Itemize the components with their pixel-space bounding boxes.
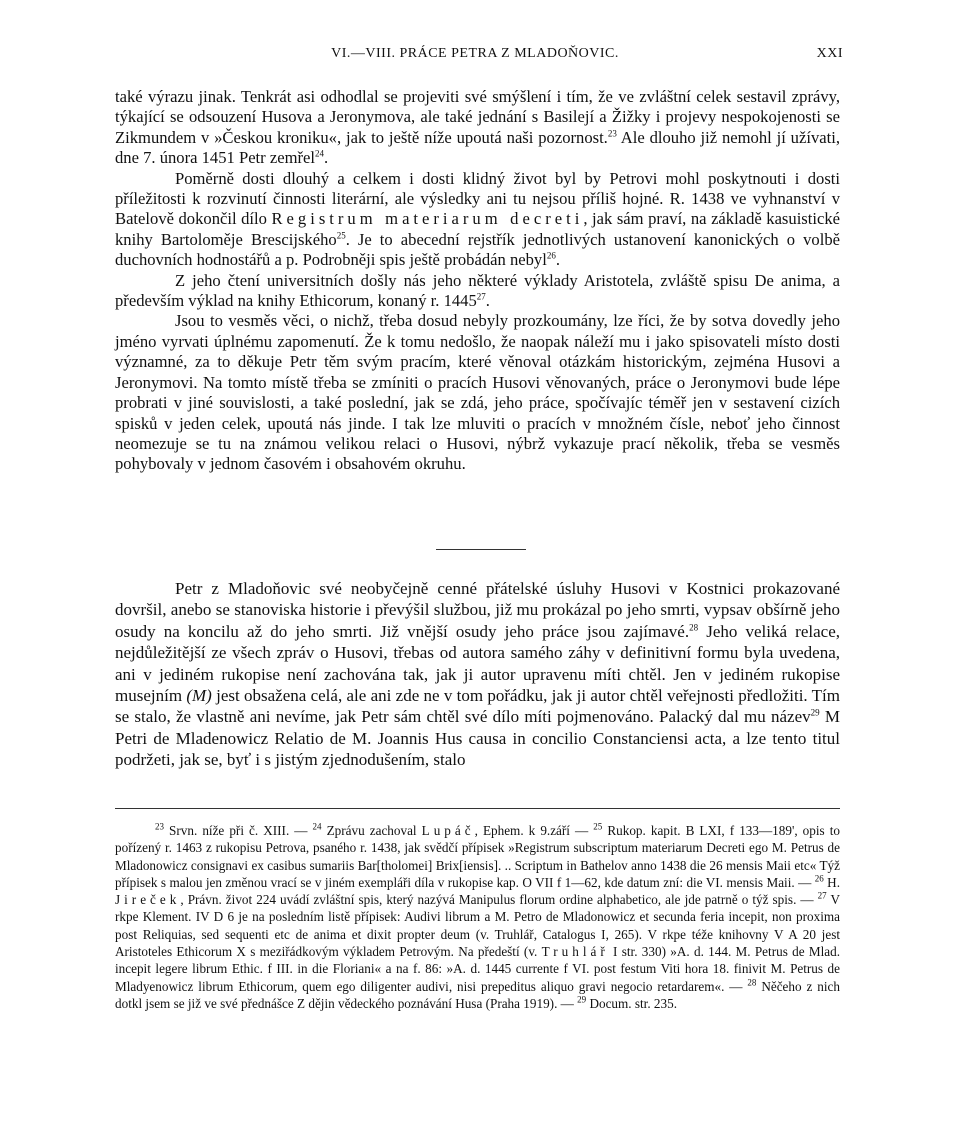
paragraph-5 (115, 578, 840, 771)
text-run: Něčeho z nich dotkl jsem se již ve své přednášce Z dějin vědeckého poznávání Husa (Praha 1919). — (115, 978, 840, 1011)
page-number: XXI (816, 46, 843, 61)
text-run: jest obsažena celá, ale ani zde ne v tom pořádku, jak ji autor chtěl veřejnosti předložiti. Tím se stalo, že vlastně ani nevíme, jak Petr sám chtěl své dílo míti pojmenováno. Palacký dal mu název (115, 686, 840, 727)
footnote-mark-28: 28 (747, 977, 757, 988)
spaced-name: Lupáč (421, 823, 475, 838)
text-run: M Petri de Mladenowicz Relatio de M. Joannis Hus causa in concilio Constanciensi acta, a lze tento titul podržeti, jak se, byť i s jistým zjednodušením, stalo (115, 707, 840, 770)
text-run: Petr z Mladoňovic své neobyčejně cenné přátelské úsluhy Husovi v Kostnici prokazované dovršil, anebo se stanoviska historie i převýšil službou, již mu prokázal po jeho smrti, vypsav obšírně jeho osudy na koncilu až do jeho smrti. Již vnější osudy jeho práce jsou zajímavé. (115, 579, 840, 641)
footnote-ref-25[interactable]: 25 (336, 230, 346, 241)
text-run: H. (823, 874, 840, 890)
text-run: V rkpe Klement. IV D 6 je na posledním listě přípisek: Audivi librum a M. Petro de Mladonowicz et secunda feria incepit, non proxima post Reliquias, sed sequenti etc de anima et dixit propter deum (v. Truhlář, Catalogus I, 265). V rkpe téže knihovny V A 20 jest Aristoteles Ethicorum X s meziřádkovým výkladem Petrovým. Na předeští (v. (115, 892, 840, 960)
text-run: také výrazu jinak. Tenkrát asi odhodlal se projeviti své smýšlení i tím, že ve zvláštní celek sestavil zprávy, týkající se odsouzení Husova a Jeronymova, ale také jednání s Basilejí a Žižky i projevy nespokojenosti se Zikmundem v »Českou kroniku«, jak to ještě níže upoutá naši pozornost. (115, 87, 840, 147)
text-run: . (555, 250, 560, 270)
text-run: . Je to abecední rejstřík jednotlivých ustanovení kanonických o volbě duchovních hodnostářů a p. Podrobněji spis ještě probádán nebyl (115, 229, 840, 270)
paragraph-2 (115, 169, 840, 271)
footnote-ref-29[interactable]: 29 (810, 707, 820, 718)
spaced-name: Jireček (115, 892, 181, 908)
paragraph-4: Jsou to vesměs věci, o nichž, třeba dosud nebyly prozkoumány, lze říci, že by sotva dovedly jeho jméno vyrvati úplnému zapomenutí. Že k tomu nedošlo, že naopak náleží mu i jako spisovateli místo dosti významné, za to děkuje Petr těm svým pracím, které věnoval otázkám historickým, zejména Husovi a Jeronymovi. Na tomto místě třeba se zmíniti o pracích Husovi věnovaných, práce o Jeronymovi bude lépe probrati v jiné souvislosti, a také poslední, jak se zdá, jeho práce, spočívajíc téměř jen v sestavení cizích spisků v jeden celek, upoutá nás jinde. I tak lze mluviti o pracích v množném čísle, neboť jeho činnost neomezuje se tu na známou velikou relaci o Husovi, nýbrž vykazuje prací několik, třeba se vesměs pohybovaly v jednom časovém i obsahovém okruhu. (115, 311, 840, 474)
manuscript-siglum: (M) (186, 686, 212, 706)
footnote-block (115, 822, 840, 1012)
footnote-ref-23[interactable]: 23 (607, 128, 617, 139)
footnote-mark-23: 23 (155, 821, 164, 832)
text-run: Z jeho čtení universitních došly nás jeho některé výklady Aristotela, zvláště spisu De anima, a především výklad na knihy Ethicorum, konaný r. 1445 (115, 270, 840, 311)
body-section-1 (115, 87, 840, 475)
footnote-ref-27[interactable]: 27 (476, 291, 486, 302)
text-run: , jak sám praví, na základě kasuistické knihy Bartoloměje Brescijského (115, 209, 841, 249)
paragraph-1 (115, 87, 840, 169)
spaced-title: Registrum materiarum decreti (271, 209, 584, 229)
text-run: , Právn. život 224 uvádí zvláštní spis, který nazývá Manipulus florum ordine alphabetico, ale jde patrně o týž spis. — (180, 892, 818, 908)
text-run: . (323, 148, 329, 168)
footnote-rule (115, 808, 840, 809)
running-head-title: VI.—VIII. PRÁCE PETRA Z MLADOŇOVIC. (331, 46, 619, 61)
text-run: . (485, 291, 490, 311)
text-run: Rukop. kapit. B LXI, f 133—189', opis to pořízený r. 1463 z rukopisu Petrova, psaného r. 1438, jak svědčí přípisek »Registrum subscriptum materiarum Decreti ego M. Petrus de Mladonowicz consignavi ex casibus sumariis Bar[tholomei] Brix[iensis]. .. Scriptum in Bathelov anno 1438 die 26 mensis Maii etc« Týž přípisek s malou jen změnou vrací se v jiném exempláři díla v rukopise kap. O VII f 1—62, kde datum zní: die VI. mensis Maii. — (115, 823, 840, 890)
footnote-mark-26: 26 (814, 873, 824, 884)
text-run: , Ephem. k 9.září — (474, 823, 594, 838)
paragraph-3 (115, 271, 840, 312)
text-run: Ale dlouho již nemohl jí užívati, dne 7. února 1451 Petr zemřel (115, 127, 840, 168)
text-run: Zprávu zachoval (321, 823, 422, 838)
text-run: I str. 330) »A. d. 144. M. Petrus de Mlad. incepit legere librum Ethic. f III. in die Floriani« a na f. 86: »A. d. 1445 currente f VI. post festum Viti hora 18. finivit M. Petrus de Mladyenowicz librum Ethicorum, quem ego diligenter audivi, nisi prepeditus aliquo gravi negocio retardarem«. — (115, 944, 840, 994)
footnote-mark-27: 27 (817, 890, 827, 901)
body-section-2 (115, 578, 840, 771)
footnote-ref-26[interactable]: 26 (546, 250, 556, 261)
footnote-mark-25: 25 (593, 821, 603, 832)
text-run: Poměrně dosti dlouhý a celkem i dosti klidný život byl by Petrovi mohl poskytnouti i dosti příležitosti k rozvinutí činnosti literární, ale výsledky ani tu nejsou příliš hojné. R. 1438 ve vyhnanství v Batelově dokončil dílo (115, 168, 840, 229)
text-run: Srvn. níže při č. XIII. — (164, 823, 313, 838)
footnote-mark-24: 24 (312, 821, 322, 832)
footnotes (115, 822, 840, 1012)
spaced-name: Truhlář (541, 944, 609, 960)
text-run: Jeho veliká relace, nejdůležitější ze všech zpráv o Husovi, třebas od autora samého záhy v definitivní formu byla uvedena, ani v jediném rukopise není zachována tak, jak ji autor upravenu míti chtěl. Jen v jediném rukopise musejním (115, 621, 840, 706)
section-divider (436, 549, 526, 550)
footnote-mark-29: 29 (577, 994, 587, 1005)
text-run: Docum. str. 235. (586, 995, 677, 1011)
footnote-ref-24[interactable]: 24 (314, 148, 324, 159)
footnote-ref-28[interactable]: 28 (689, 622, 699, 633)
